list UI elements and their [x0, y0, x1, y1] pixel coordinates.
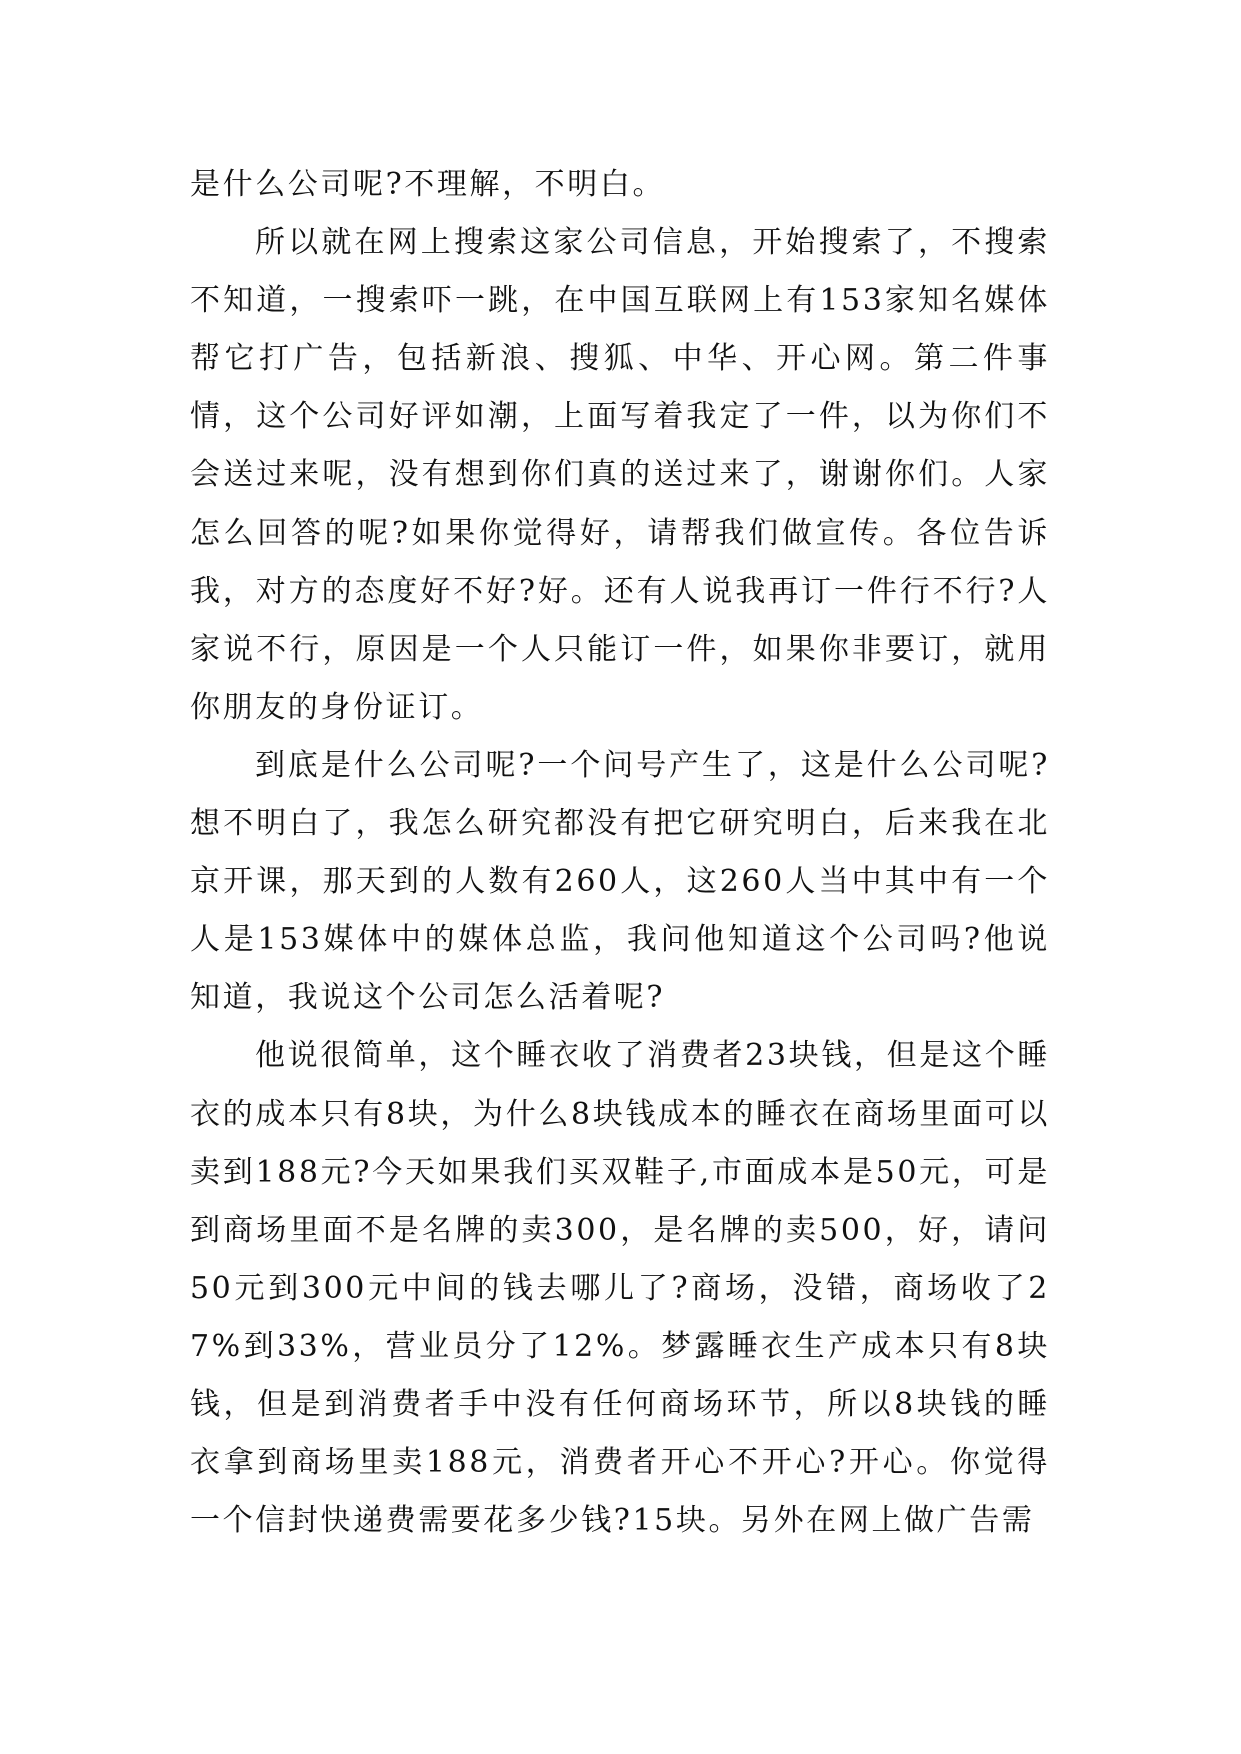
document-page — [190, 156, 1050, 1550]
paragraph-2: 所以就在网上搜索这家公司信息，开始搜索了，不搜索不知道，一搜索吓一跳，在中国互联网上有153家知名媒体帮它打广告，包括新浪、搜狐、中华、开心网。第二件事情，这个公司好评如潮，上面写着我定了一件，以为你们不会送过来呢，没有想到你们真的送过来了，谢谢你们。人家怎么回答的呢?如果你觉得好，请帮我们做宣传。各位告诉我，对方的态度好不好?好。还有人说我再订一件行不行?人家说不行，原因是一个人只能订一件，如果你非要订，就用你朋友的身份证订。 — [190, 225, 1050, 725]
paragraph-1: 是什么公司呢?不理解，不明白。 — [190, 167, 666, 202]
paragraph-3: 到底是什么公司呢?一个问号产生了，这是什么公司呢?想不明白了，我怎么研究都没有把它研究明白，后来我在北京开课，那天到的人数有260人，这260人当中其中有一个人是153媒体中的媒体总监，我问他知道这个公司吗?他说知道，我说这个公司怎么活着呢? — [190, 747, 1050, 1016]
paragraph-4: 他说很简单，这个睡衣收了消费者23块钱，但是这个睡衣的成本只有8块，为什么8块钱成本的睡衣在商场里面可以卖到188元?今天如果我们买双鞋子,市面成本是50元，可是到商场里面不是名牌的卖300，是名牌的卖500，好，请问50元到300元中间的钱去哪儿了?商场，没错，商场收了27%到33%，营业员分了12%。梦露睡衣生产成本只有8块钱，但是到消费者手中没有任何商场环节，所以8块钱的睡衣拿到商场里卖188元，消费者开心不开心?开心。你觉得一个信封快递费需要花多少钱?15块。另外在网上做广告需 — [190, 1038, 1050, 1539]
